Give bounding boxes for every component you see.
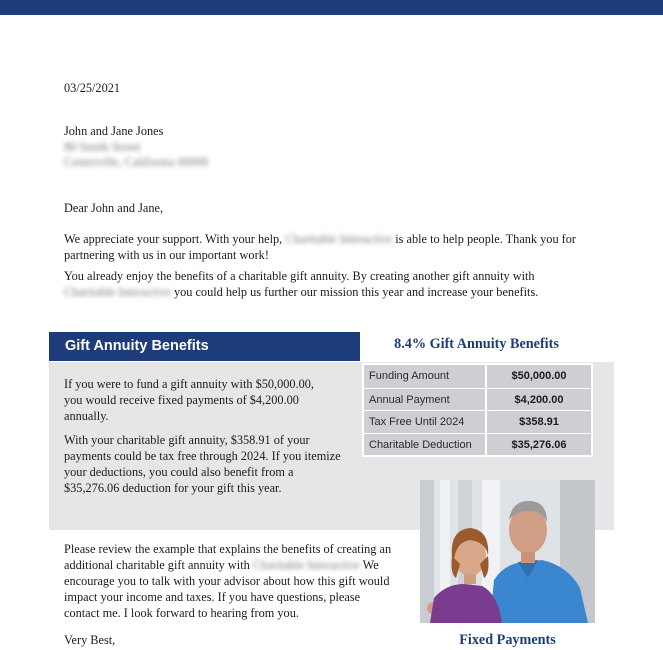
row-label: Tax Free Until 2024 <box>364 411 485 433</box>
section-title: Gift Annuity Benefits <box>65 338 209 354</box>
benefit-text-start: You already enjoy the benefits of a charitable gift annuity. By creating another gift annuity with <box>64 269 535 283</box>
letter-date: 03/25/2021 <box>64 81 121 95</box>
signoff: Very Best, <box>64 633 116 647</box>
row-label: Funding Amount <box>364 365 485 388</box>
row-label: Annual Payment <box>364 389 485 411</box>
org-name-redacted: Charitable Interactive <box>64 285 171 299</box>
intro-paragraph <box>64 231 609 263</box>
org-name-redacted: Charitable Interactive <box>285 232 393 246</box>
recipient-name: John and Jane Jones <box>64 124 164 138</box>
top-accent-bar <box>0 0 663 15</box>
tax-paragraph: With your charitable gift annuity, $358.91 of your payments could be tax free through 2024. If you itemize your deductions, you could also benefit from a $35,276.06 deduction for your gift this year. <box>64 433 341 495</box>
intro-text-end: is able to help people. Thank you for partnering with us in our important work! <box>64 232 577 262</box>
address-line-2 <box>64 154 208 170</box>
benefits-table <box>362 363 593 457</box>
photo-caption: Fixed Payments <box>459 632 556 648</box>
intro-text-start: We appreciate your support. With your help, <box>64 232 283 246</box>
closing-paragraph <box>64 541 394 621</box>
couple-photo <box>420 480 595 623</box>
address-line-1-redacted: 80 Smith Street <box>64 140 141 154</box>
address-line-1 <box>64 139 141 155</box>
org-name-redacted: Charitable Interactive <box>252 558 360 572</box>
closing-text-start: Please review the example that explains the benefits of creating an additional charitable gift annuity with <box>64 542 392 572</box>
address-line-2-redacted: Centerville, California 00000 <box>64 155 209 169</box>
row-label: Charitable Deduction <box>364 434 485 456</box>
row-value: $358.91 <box>487 411 591 433</box>
table-row <box>364 388 591 411</box>
benefits-table-title: 8.4% Gift Annuity Benefits <box>394 336 559 352</box>
closing-text-end: We encourage you to talk with your advisor about how this gift would impact your income and taxes. If you have questions, please contact me. I look forward to hearing from you. <box>64 558 390 620</box>
table-row <box>364 365 591 388</box>
table-row <box>364 410 591 433</box>
row-value: $4,200.00 <box>487 389 591 411</box>
benefit-text-end: you could help us further our mission this year and increase your benefits. <box>173 285 539 299</box>
benefit-paragraph <box>64 268 609 300</box>
row-value: $35,276.06 <box>487 434 591 456</box>
funding-paragraph: If you were to fund a gift annuity with $50,000.00, you would receive fixed payments of $4,200.00 annually. <box>64 377 314 423</box>
section-header <box>49 332 360 361</box>
table-row <box>364 433 591 456</box>
row-value: $50,000.00 <box>487 365 591 388</box>
salutation: Dear John and Jane, <box>64 201 164 215</box>
